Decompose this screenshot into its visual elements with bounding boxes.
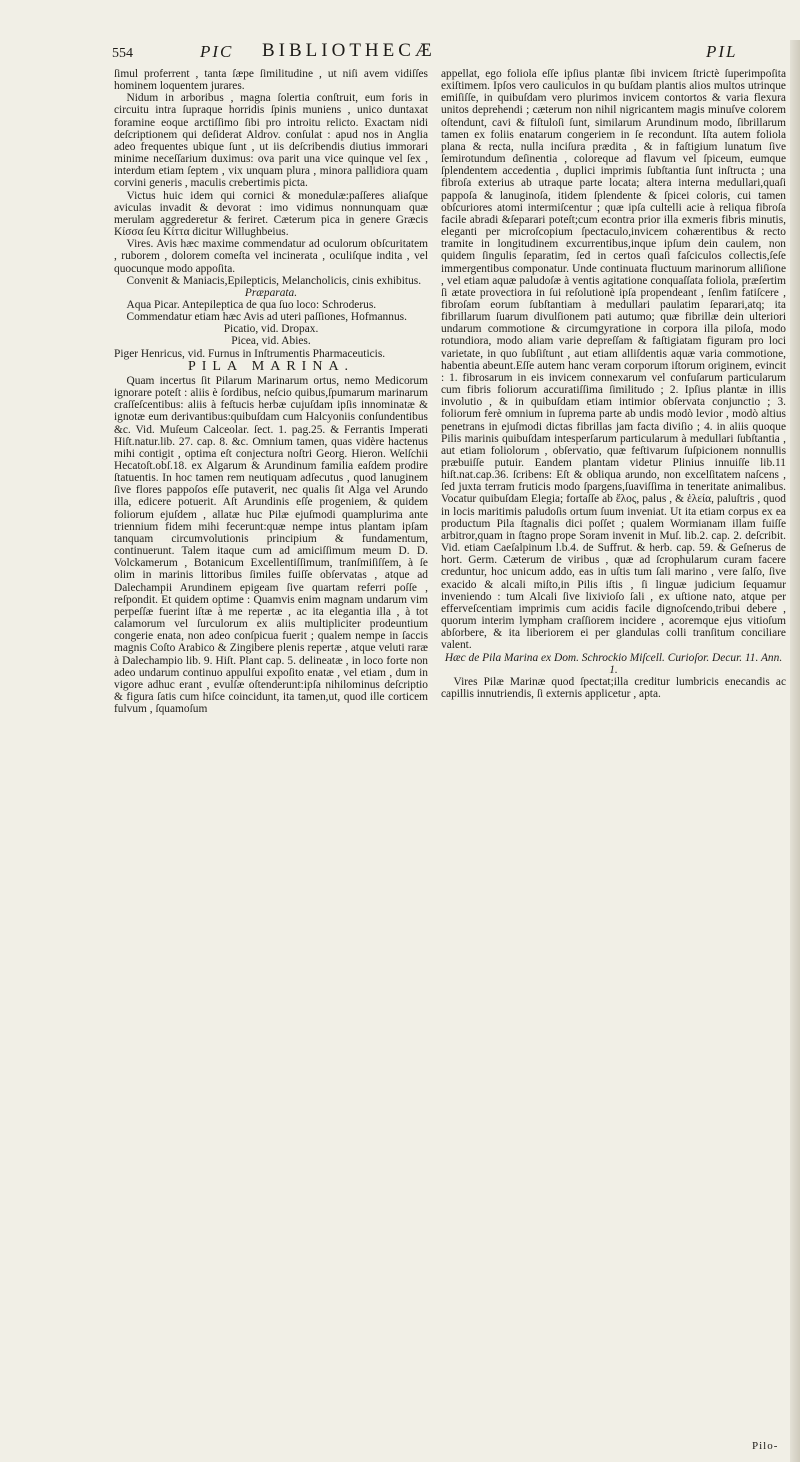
right-column-paragraph: Hæc de Pila Marina ex Dom. Schrockio Miſcell. Curioſor. Decur. 11. Ann. 1.: [444, 651, 783, 676]
right-column-paragraph: appellat, ego foliola eſſe ipſius plantæ ſibi invicem ſtrictè ſuperimpoſita exiſtimem. Ipſos vero cauliculos in qu buſdam plantis alios multos utrinque emiſiſſe, in quibuſdam vero plurimos invicem contortos & varia flexura unitos deprehendi ; cæterum non nihil nigricantem magis minuſve colorem oſtendunt, cavi & fiſtuloſi ſunt, similarum Arundinum modo, ſibrillarum tamen ex foliis enatarum congeriem in ſe recondunt. Iſta autem foliola plana & recta, nulla inciſura prædita , & in faſtigium lunatum ſive ſemirotundum deſinentia , coloreque ad flavum vel ſpiceum, eumque ſplendentem accedentia , duplici imprimis ſubſtantia ſunt inſtructa ; una fibroſa exterius ab utraque parte locata; altera interna medullari,quaſi pappoſa & lanuginoſa, itidem ſplendente & ſpicei coloris, cui tamen obſcuriores atomi intermiſcentur ; quæ ipſa cultelli acie à reliqua fibroſa facile abradi &ſeparari poteſt;cum econtra prior illa exmeris fibris minutis, eleganti per microſcopium ſpectaculo,invicem cohærentibus & recto tramite in longitudinem excurrentibus,inque ipſum dein caulem, non quidem ſingulis ſeparatim, ſed in certos quaſi faſciculos collectis,ſeſe immergentibus componatur. Unde continuata fluctuum marinorum alliſione , vel etiam aquæ paludoſæ à ventis agitatione conquaſſata foliola, præſertim ſi ætate provectiora in ſui reſolutionè ipſa propendeant , ſenſim fatiſcere , fibroſam eorum ſubſtantiam à medullari paulatim ſeparari,atq; ita fibrillarum ſuarum divulſionem pati autumo; quæ fibrillæ dein ulteriori undarum commotione & circumgyratione in corpora illa piloſa, modo rotundiora, modo aliam varie depreſſam & faſtigiatam figuram pro loci varietate, in quo ſubſiſtunt , aut etiam alliſdentis aquæ varia commotione, habentia abeunt.Eſſe autem hanc veram corporum iſtorum originem, evincit : 1. fibrosarum in eis invicem connexarum vel confuſarum particularum cum fibris foliorum accuratiſſima ſimilitudo ; 2. Ipſius plantæ in illis involutio , & in quibuſdam etiam intimior obſervata conjunctio ; 3. foliorum ferè omnium in ſuprema parte ab undis modò levior , modò altius penetrans in ejuſmodi dictas fibrillas jam facta diviſio ; 4. in aliis quoque Pilis marinis quibuſdam intesperſarum particularum à medullari ſubſtantia , aut etiam foliolorum , obſervatio, quæ feſtivarum ſuſpicionem nonnullis præbuiſſe putuir. Eandem plantam videtur Plinius innuiſſe lib.11 hiſt.nat.cap.36. ſcribens: Eſt & obliqua arundo, non excelſitatem naſcens , ſed juxta terram fruticis modo ſpargens,ſuaviſſima in teneritate animalibus. Vocatur quibuſdam Elegia; fortaſſe ab ἕλος, palus , & ἑλεία, paluſtris , quod in locis maritimis paludoſis ortum ſuum inveniat. Ut ita etiam corpus ex ea productum Pila ſtagnalis dici poſſet ; qualem Wormianam illam fuiſſe arbitror,quam in ſtagno prope Soram invenit in Muſ. lib.2. cap. 2. deſcribit. Vid. etiam Caeſalpinum l.b.4. de Suffrut. & herb. cap. 59. & Geſnerus de hort. Germ. Cæterum de viribus , quæ ad ſcrophularum curam facere creduntur, hoc unicum addo, eas in uſtis tum ſali marino , vere ſalſo, ſive exacido & alcali miſto,in Pilis iſtis , ſi linguæ judicium ſequamur inveniendo : tum Alcali ſive lixivioſo ſali , ex uſtione nato, atque per efferveſcentiam imprimis cum acidis facile dignoſcendo,tribui debere , quorum interim lympham craſſiorem incidere , acoremque ejus vitioſum abſorbere, & ita liberiorem ei per glandulas colli tranſitum conciliare valent.: [441, 68, 786, 652]
left-column-paragraph: Picea, vid. Abies.: [231, 335, 311, 348]
left-column-paragraph: Vires. Avis hæc maxime commendatur ad oculorum obſcuritatem , ruborem , dolorem comeſta vel incinerata , oculiſque indita , vel quocunque modo appoſita.: [114, 238, 428, 275]
catchword: Pilo-: [752, 1440, 779, 1452]
left-column-paragraph: Quam incertus ſit Pilarum Marinarum ortus, nemo Medicorum ignorare poteſt : aliis è ſordibus, neſcio quibus,ſpumarum marinarum craſſeſcentibus: aliis à feſtucis herbæ cujuſdam ipſis innominatæ & ignotæ eum derivantibus:quibuſdam cum Halcyoniis conſundentibus &c. Vid. Muſeum Calceolar. ſect. 1. pag.25. & Ferrantis Imperati Hiſt.natur.lib. 27. cap. 8. &c. Omnium tamen, quas vidère hactenus mihi contigit , optima eſt conjectura noſtri Georg. Hieron. Welſchii Hecatoſt.obſ.18. ex Algarum & Arundinum familia eaſdem prodire ſtatuentis. In hoc tamen rem neutiquam adſecutus , quod lanuginem ſive flores pappoſos eſſe putaverit, nec qualis ſit Alga vel Arundo illa, edicere potuerit. Aſt Arundinis eſſe progeniem, & quidem foliorum ejuſdem , allatæ huc Pilæ ejuſmodi quamplurima ante triennium fidem mihi fecerunt:quæ nempe intus plantam ipſam tanquam circumvolutionis principium & fundamentum, continuerunt. Talem itaque cum ad amiciſſimum meum D. D. Volckamerum , Botanicum Excellentiſſimum, tranſmiſiſſem, à ſe olim in marinis littoribus ſimiles fuiſſe obſervatas , atque ad Dalechampii Arundinem epigeam ſive quartam referri poſſe , reſpondit. Et quidem optime : Quamvis enim magnam undarum vim perpeſſæ fuerint iſtæ à me repertæ , ac ita elegantia illa , à tot calamorum vel ſurculorum ex aliis multipliciter prodeuntium congerie enata, non adeo conſpicua fuerit ; qualem nempe in ſaccis magnis Coſto Arabico & Zingibere plenis repertæ , atque veluti raræ à Dalechampio lib. 9. Hiſt. Plant cap. 5. delineatæ , in loco forte non adeo undarum continuo appulſui expoſito enatæ , vel etiam , dum in vigore adhuc erant , evulſæ oſtenderunt:ipſa nihilominus deſcriptio & figura ſatis cum hiſce coincidunt, ita tamen,ut, quod ille corticem fulvum , ſquamoſum: [114, 374, 428, 716]
left-column: [114, 68, 428, 715]
page-number: 554: [112, 46, 133, 61]
left-column-paragraph: Commendatur etiam hæc Avis ad uteri paſſiones, Hofmannus.: [126, 311, 407, 324]
page-edge: [790, 40, 800, 1462]
left-column-paragraph: PILA MARINA.: [187, 358, 355, 374]
left-column-paragraph: Victus huic idem qui cornici & monedulæ:paſſeres aliaſque aviculas invadit & devorat : imo vidimus nonnunquam quæ merulam aggrederetur & feriret. Cæterum pica in genere Græcis Κίσσα ſeu Κίττα dicitur Willughbeius.: [114, 189, 428, 239]
running-header: [0, 40, 800, 70]
left-column-paragraph: ſimul proferrent , tanta ſæpe ſimilitudine , ut niſi avem vidiſſes hominem loquentem jurares.: [114, 68, 428, 93]
right-column-paragraph: Vires Pilæ Marinæ quod ſpectat;illa creditur lumbricis enecandis ac capillis innutriendis, ſi externis applicetur , apta.: [441, 675, 786, 700]
left-column-paragraph: Præparata.: [244, 286, 298, 299]
left-column-paragraph: Convenit & Maniacis,Epilepticis, Melancholicis, cinis exhibitus.: [126, 274, 422, 287]
left-column-paragraph: Piger Henricus, vid. Furnus in Inſtrumentis Pharmaceuticis.: [114, 347, 386, 360]
left-column-paragraph: Nidum in arboribus , magna ſolertia conſtruit, eum foris in circuitu intra ſupraque horridis ſpinis muniens , unico duntaxat foramine eoque arctiſſimo ſibi pro introitu relicto. Exactam nidi deſcriptionem qui deſiderat Aldrov. conſulat : apud nos in Anglia adeo frequentes ubique ſunt , ut iis deſcribendis diutius immorari minime neceſſarium duximus: ova parit una vice quinque vel ſex , interdum etiam ſeptem , vix unquam plura , minora pallidiora quam corvini generis , maculis crebertimis picta.: [114, 92, 428, 190]
header-right-word: PIL: [706, 42, 738, 61]
header-left-word: PIC: [200, 42, 234, 61]
header-title: BIBLIOTHECÆ: [262, 40, 436, 61]
left-column-paragraph: Aqua Picar. Antepileptica de qua ſuo loco: Schroderus.: [126, 298, 377, 311]
left-column-paragraph: Picatio, vid. Dropax.: [223, 323, 319, 336]
right-column: [441, 68, 786, 700]
